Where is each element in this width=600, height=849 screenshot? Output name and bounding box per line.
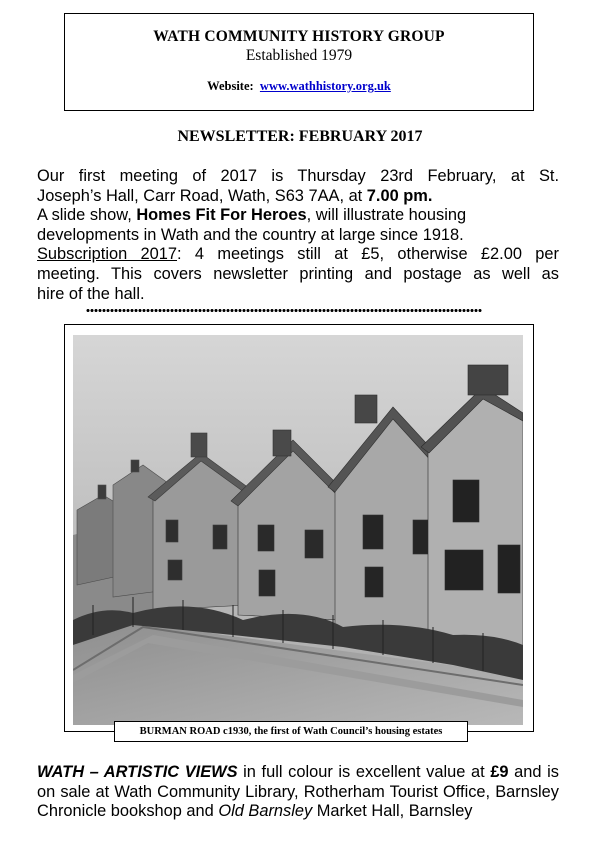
newsletter-title: NEWSLETTER: FEBRUARY 2017 <box>177 128 423 145</box>
sales-line-2: on sale at Wath Community Library, Rotherham Tourist Office, Barnsley <box>37 782 559 801</box>
old-barnsley: Old Barnsley <box>218 802 313 821</box>
established-year: Established 1979 <box>245 47 353 64</box>
website-link[interactable]: www.wathhistory.org.uk <box>259 79 391 93</box>
sales-line-3-pre: Chronicle bookshop and <box>37 802 219 821</box>
slide-show-title: Homes Fit For Heroes <box>136 206 307 225</box>
slide-show-line <box>37 206 559 226</box>
meeting-time: 7.00 pm. <box>366 186 433 205</box>
slide-post: , will illustrate housing <box>306 206 467 225</box>
sales-line-3 <box>37 802 559 822</box>
sales-text-1: in full colour is excellent value at <box>237 763 491 781</box>
meeting-line-7: hire of the hall. <box>37 284 145 303</box>
subscription-label: Subscription 2017 <box>37 245 178 264</box>
artistic-views-title: WATH – ARTISTIC VIEWS <box>37 763 238 781</box>
meeting-line-4: developments in Wath and the country at large since 1918. <box>37 225 464 244</box>
photo-frame <box>64 324 534 732</box>
subscription-line <box>37 245 559 265</box>
meeting-line-1: Our first meeting of 2017 is Thursday 23rd February, at St. <box>37 167 559 185</box>
sales-text-2: and is <box>508 763 559 781</box>
meeting-line-2 <box>37 187 559 207</box>
sales-line-3-post: Market Hall, Barnsley <box>312 802 473 821</box>
price: £9 <box>490 763 509 781</box>
photo-caption: BURMAN ROAD c1930, the first of Wath Council’s housing estates <box>114 721 468 742</box>
website-label: Website: <box>207 79 254 93</box>
subscription-text: : 4 meetings still at £5, otherwise £2.00 per <box>177 245 559 264</box>
header-box <box>64 13 534 111</box>
dotted-divider <box>86 308 482 313</box>
meeting-announcement <box>37 167 559 304</box>
website-line <box>65 79 533 94</box>
artistic-views-notice <box>37 763 559 822</box>
meeting-venue: Joseph’s Hall, Carr Road, Wath, S63 7AA, at <box>37 186 367 205</box>
slide-pre: A slide show, <box>37 206 137 225</box>
sales-line-1 <box>37 763 559 783</box>
burman-road-photo <box>73 335 523 725</box>
meeting-line-6: meeting. This covers newsletter printing and postage as well as <box>37 264 559 283</box>
org-name: WATH COMMUNITY HISTORY GROUP <box>153 28 445 45</box>
